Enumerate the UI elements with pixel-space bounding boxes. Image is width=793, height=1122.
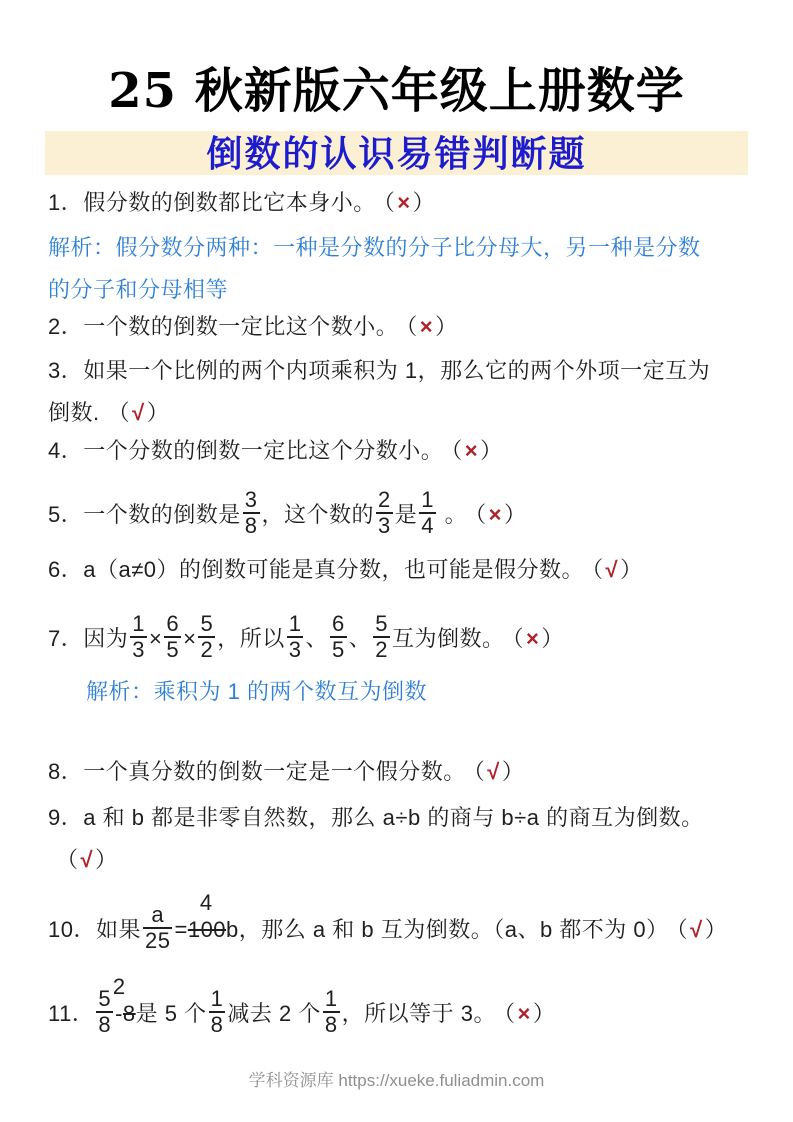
answer-mark: ×: [526, 625, 540, 651]
answer: [592, 557, 643, 582]
line-text: ，所以: [217, 625, 285, 651]
page-subtitle: 倒数的认识易错判断题: [206, 133, 587, 174]
fraction-numerator: 1: [132, 611, 145, 636]
line-text: 倒数.: [48, 400, 100, 425]
answer-paren-close: ）: [532, 1000, 556, 1026]
answer: [406, 314, 457, 339]
fraction: [130, 612, 147, 662]
answer-mark: √: [690, 916, 703, 942]
answer-paren-close: ）: [501, 759, 525, 784]
line-text: 解析：乘积为 1 的两个数互为倒数: [86, 679, 427, 704]
fraction-numerator: a: [151, 902, 165, 927]
line-text: -: [115, 1000, 123, 1026]
answer: [475, 502, 526, 527]
footer-text: 学科资源库 https://xueke.fuliadmin.com: [248, 1071, 545, 1090]
question-line: [48, 973, 753, 1040]
line-text: 6．a（a≠0）的倒数可能是真分数，也可能是假分数。: [48, 557, 585, 582]
answer-mark: √: [80, 847, 94, 872]
answer-paren-close: ）: [95, 847, 118, 872]
line-text: 9．a 和 b 都是非零自然数，那么 a÷b 的商与 b÷a 的商互为倒数。: [48, 805, 704, 830]
answer-paren-close: ）: [480, 438, 503, 463]
fraction-numerator: 5: [98, 986, 112, 1011]
line-text: 是 5 个: [135, 1000, 207, 1026]
answer: [474, 759, 525, 784]
fraction-denominator: 8: [98, 1012, 112, 1037]
page-title: 25 秋新版六年级上册数学: [108, 63, 685, 119]
line-text: 10．如果: [48, 916, 141, 942]
answer-paren-open: （: [107, 400, 131, 425]
question-line: [48, 436, 753, 466]
fraction: [330, 612, 347, 662]
fraction: [323, 987, 340, 1037]
line-text: 、: [305, 625, 328, 651]
struck-text: 8: [122, 1000, 136, 1026]
fraction-denominator: 8: [324, 1012, 338, 1037]
answer: [108, 400, 170, 425]
answer-mark: √: [132, 400, 145, 425]
float-digit: 4: [199, 889, 213, 915]
fraction-denominator: 25: [144, 928, 171, 953]
fraction-denominator: 4: [421, 513, 435, 538]
fraction-denominator: 3: [378, 513, 391, 538]
line-text: 减去 2 个: [227, 1000, 321, 1026]
fraction-denominator: 2: [375, 637, 389, 662]
answer-paren-close: ）: [704, 916, 728, 942]
fraction: [419, 488, 436, 538]
answer-paren-open: （: [475, 501, 487, 527]
answer-paren-open: （: [56, 847, 79, 872]
fraction: [164, 612, 181, 662]
answer-paren-open: （: [406, 314, 418, 339]
fraction: [143, 903, 172, 953]
line-text: 的分子和分母相等: [48, 277, 229, 302]
line-text: 2．一个数的倒数一定比这个数小。: [48, 314, 399, 339]
question-line: [48, 350, 753, 434]
answer-paren-close: ）: [146, 400, 170, 425]
line-text: 8．一个真分数的倒数一定是一个假分数。: [48, 759, 466, 784]
answer-paren-close: ）: [435, 314, 458, 339]
question-line: [48, 889, 753, 956]
answer: [56, 847, 118, 872]
fraction-numerator: 5: [200, 611, 214, 636]
line-text: 、: [348, 625, 372, 651]
answer-mark: ×: [419, 314, 434, 339]
line-text: 11．: [48, 1000, 95, 1026]
fraction-numerator: 1: [421, 487, 435, 512]
line-text: =: [174, 916, 188, 942]
answer: [677, 917, 728, 942]
fraction-numerator: 6: [166, 611, 180, 636]
fraction-denominator: 2: [200, 637, 214, 662]
line-text: ，所以等于 3。: [341, 1000, 496, 1026]
line-text: 解析：假分数分两种：一种是分数的分子比分母大，另一种是分数: [48, 235, 701, 260]
answer-paren-close: ）: [620, 557, 643, 582]
line-text: ×: [183, 625, 197, 651]
fraction-numerator: 1: [288, 611, 302, 636]
fraction: [287, 612, 304, 662]
fraction-numerator: 2: [378, 487, 391, 512]
answer-paren-open: （: [512, 625, 525, 651]
answer-mark: √: [605, 557, 619, 582]
answer: [513, 626, 564, 651]
answer-paren-open: （: [676, 916, 689, 942]
fraction-numerator: 1: [210, 986, 224, 1011]
answer-paren-open: （: [473, 759, 486, 784]
line-text: 3．如果一个比例的两个内项乘积为 1，那么它的两个外项一定互为: [48, 358, 711, 383]
question-line: [48, 797, 753, 881]
answer: [384, 190, 435, 215]
fraction-denominator: 3: [288, 637, 302, 662]
answer-mark: √: [487, 759, 500, 784]
question-line: [48, 312, 753, 342]
answer-paren-open: （: [451, 438, 463, 463]
answer-paren-close: ）: [504, 501, 527, 527]
struck-text: 100: [187, 916, 227, 942]
fraction-denominator: 8: [244, 513, 258, 538]
line-text: b，那么 a 和 b 互为倒数。（a、b 都不为 0）: [226, 916, 669, 942]
question-line: [48, 188, 753, 218]
fraction-numerator: 6: [332, 611, 345, 636]
answer-paren-open: （: [592, 557, 604, 582]
question-line: [48, 487, 753, 541]
fraction-numerator: 3: [244, 487, 258, 512]
line-text: 4．一个分数的倒数一定比这个分数小。: [48, 438, 444, 463]
float-digit: 2: [112, 973, 126, 999]
fraction: [243, 488, 260, 538]
fraction: [373, 612, 390, 662]
fraction-denominator: 3: [132, 637, 145, 662]
answer: [504, 1001, 555, 1026]
fraction-denominator: 5: [332, 637, 345, 662]
line-text: 。: [438, 501, 468, 527]
answer-mark: ×: [397, 190, 411, 215]
fraction: [376, 488, 393, 538]
line-text: ，这个数的: [261, 501, 375, 527]
fraction: [209, 987, 226, 1037]
fraction: [198, 612, 215, 662]
answer-paren-close: ）: [412, 190, 436, 215]
fraction-numerator: 5: [375, 611, 389, 636]
footer: [0, 1066, 793, 1091]
answer-paren-open: （: [503, 1000, 516, 1026]
question-line: [48, 757, 753, 787]
answer-mark: ×: [517, 1000, 531, 1026]
line-text: 7．因为: [48, 625, 129, 651]
line-text: 是: [394, 501, 418, 527]
subtitle-banner: [45, 131, 748, 175]
answer-mark: ×: [464, 438, 479, 463]
analysis-line: [48, 227, 753, 311]
line-text: ×: [149, 625, 163, 651]
answer-paren-close: ）: [541, 625, 564, 651]
fraction-denominator: 8: [210, 1012, 224, 1037]
line-text: 5．一个数的倒数是: [48, 501, 241, 527]
question-line: [48, 611, 753, 665]
line-text: 1．假分数的倒数都比它本身小。: [48, 190, 376, 215]
answer: [451, 438, 502, 463]
answer-paren-open: （: [383, 190, 396, 215]
fraction-numerator: 1: [324, 986, 338, 1011]
line-text: 互为倒数。: [392, 625, 505, 651]
answer-mark: ×: [488, 501, 503, 527]
fraction-denominator: 5: [166, 637, 180, 662]
analysis-line: [86, 677, 753, 707]
fraction: [96, 987, 113, 1037]
question-line: [48, 555, 753, 585]
